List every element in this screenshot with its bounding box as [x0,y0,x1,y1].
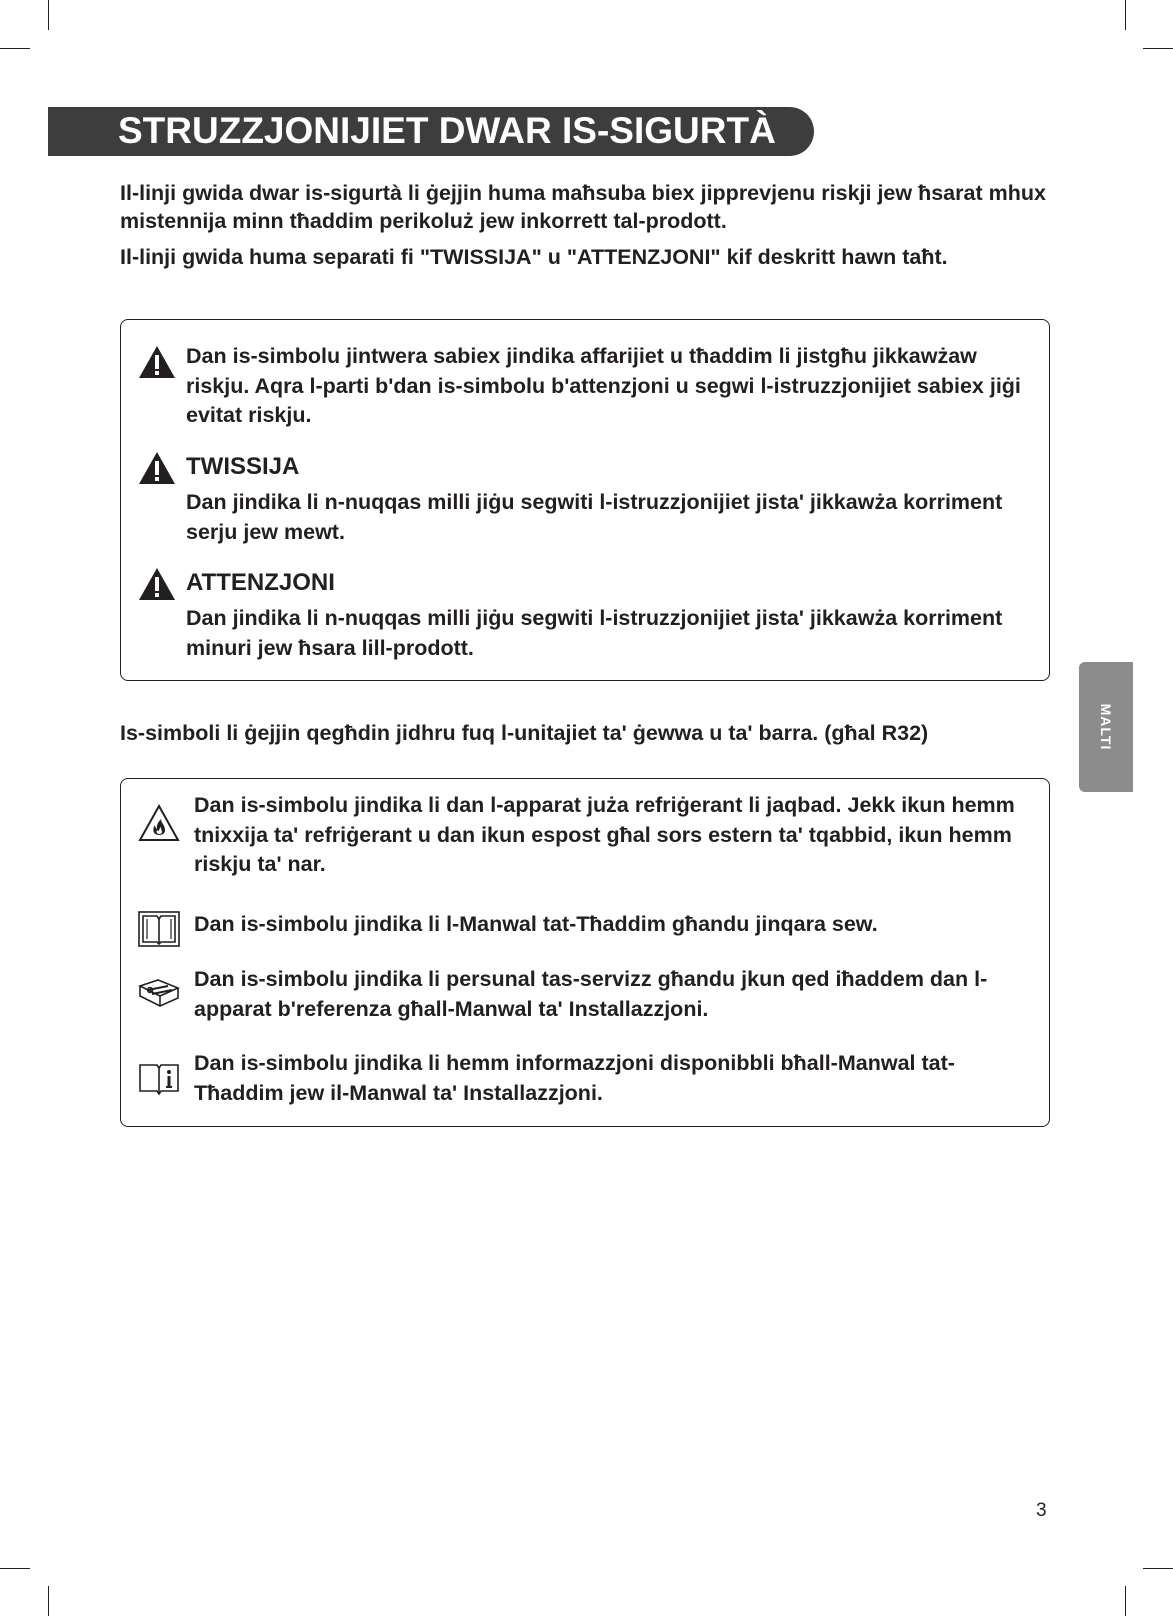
crop-mark-top-left [48,0,49,30]
flammable-refrigerant-icon [138,803,180,843]
crop-mark-top-right-h [1143,48,1173,49]
service-symbol-text: Dan is-simbolu jindika li persunal tas-servizz għandu jkun qed iħaddem dan l-apparat b'referenza għall-Manwal ta' Installazzjoni. [194,967,988,1021]
manual-symbol-text: Dan is-simbolu jindika li l-Manwal tat-Tħaddim għandu jinqara sew. [194,912,878,936]
info-symbol-text: Dan is-simbolu jindika li hemm informazzjoni disponibbli bħall-Manwal tat-Tħaddim jew il-Manwal ta' Installazzjoni. [194,1051,955,1105]
language-tab [1079,662,1133,792]
symbols-box [120,778,1050,1127]
warning-triangle-icon [138,345,176,379]
general-warning-row [121,342,1049,437]
intro-paragraph-2: Il-linji gwida huma separati fi "TWISSIJA" u "ATTENZJONI" kif deskritt hawn taħt. [120,245,948,269]
information-manual-icon [138,1057,180,1097]
page-number: 3 [1036,1500,1047,1521]
caution-heading: ATTENZJONI [186,569,335,596]
operating-manual-icon [138,909,180,949]
crop-mark-bottom-right [1125,1586,1126,1616]
crop-mark-top-left-h [0,48,30,49]
general-warning-text: Dan is-simbolu jintwera sabiex jindika affarijiet u tħaddim li jistgħu jikkawżaw riskju. Aqra l-parti b'dan is-simbolu b'attenzjoni u segwi l-istruzzjonijiet sabiex jiġi evitat riskju. [186,344,1021,427]
language-tab-label: MALTI [1098,703,1114,751]
intro-paragraph-1: Il-linji gwida dwar is-sigurtà li ġejjin huma maħsuba biex jipprevjenu riskji jew ħsarat mhux mistennija minn tħaddim perikoluż jew inkorrett tal-prodott. [120,181,1046,233]
crop-mark-bottom-right-h [1143,1568,1173,1569]
twissija-row [121,450,1049,550]
crop-mark-top-right [1125,0,1126,30]
page-title: STRUZZJONIJIET DWAR IS-SIGURTÀ [118,110,776,151]
warning-triangle-icon [138,451,176,485]
warning-box [120,319,1050,681]
attenzjoni-row [121,566,1049,666]
symbols-heading: Is-simboli li ġejjin qegħdin jidhru fuq l-unitajiet ta' ġewwa u ta' barra. (għal R32) [120,721,929,745]
caution-description: Dan jindika li n-nuqqas milli jiġu segwiti l-istruzzjonijiet jista' jikkawża korriment minuri jew ħsara lill-prodott. [186,606,1003,660]
crop-mark-bottom-left-h [0,1568,30,1569]
service-manual-icon [138,974,180,1014]
warning-heading: TWISSIJA [186,453,300,480]
caution-triangle-icon [138,567,176,601]
crop-mark-bottom-left [48,1586,49,1616]
flammable-symbol-text: Dan is-simbolu jindika li dan l-apparat juża refriġerant li jaqbad. Jekk ikun hemm tnixxija ta' refriġerant u dan ikun espost għal sors estern ta' tqabbid, ikun hemm riskju ta' nar. [194,793,1015,876]
warning-description: Dan jindika li n-nuqqas milli jiġu segwiti l-istruzzjonijiet jista' jikkawża korriment serju jew mewt. [186,490,1003,544]
